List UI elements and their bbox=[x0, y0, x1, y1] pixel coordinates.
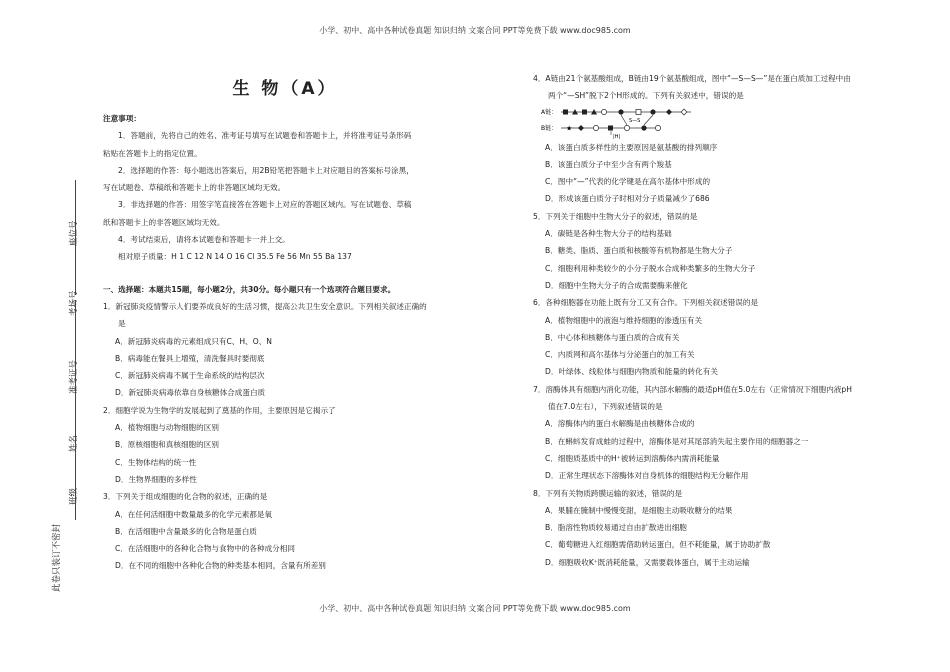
residue-circle bbox=[618, 109, 623, 114]
page-header: 小学、初中、高中各种试卷真题 知识归纳 文案合同 PPT等免费下载 www.doc985.com bbox=[319, 26, 631, 35]
class-label: 班级 bbox=[69, 487, 79, 505]
residue-circle bbox=[641, 125, 646, 130]
question-option: D．在不同的细胞中各种化合物的种类基本相同，含量有所差别 bbox=[115, 561, 326, 571]
residue-square bbox=[636, 109, 641, 114]
question-option: A．果脯在腌制中慢慢变甜，是细胞主动吸收糖分的结果 bbox=[545, 505, 733, 515]
peptide-chain-svg bbox=[541, 105, 711, 139]
question-option: B．糖类、脂质、蛋白质和核酸等有机物都是生物大分子 bbox=[545, 246, 733, 256]
question-option: C．在活细胞中的各种化合物与食物中的各种成分相同 bbox=[115, 544, 295, 554]
residue-square bbox=[582, 109, 587, 114]
left-column bbox=[103, 110, 471, 575]
question-option: D．细胞吸收K⁺既消耗能量，又需要载体蛋白，属于主动运输 bbox=[545, 557, 750, 567]
seat-number-label: 座位号 bbox=[69, 220, 79, 246]
question-option: A．在任何活细胞中数量最多的化学元素都是氧 bbox=[115, 509, 273, 519]
question-option: A．新冠肺炎病毒的元素组成只有C、H、O、N bbox=[115, 336, 272, 346]
residue-circle bbox=[655, 125, 660, 130]
question-stem: 5．下列关于细胞中生物大分子的叙述，错误的是 bbox=[533, 211, 698, 221]
question-option: B．在蝌蚪发育成蛙的过程中，溶酶体是对其尾部消失起主要作用的细胞器之一 bbox=[545, 436, 809, 446]
question-stem: 4．A链由21个氨基酸组成，B链由19个氨基酸组成，图中“—S—S—”是在蛋白质加工过程中由 bbox=[533, 74, 851, 83]
notice-line: 粘贴在答题卡上的指定位置。 bbox=[103, 148, 202, 158]
question-stem: 1．新冠肺炎疫情警示人们要养成良好的生活习惯，提高公共卫生安全意识。下列相关叙述正确的 bbox=[103, 301, 427, 311]
question-stem: 3．下列关于组成细胞的化合物的叙述，正确的是 bbox=[103, 492, 268, 502]
question-stem: 8．下列有关物质跨膜运输的叙述，错误的是 bbox=[533, 488, 683, 498]
question-stem: 两个“—SH”脱下2个H形成的。下列有关叙述中，错误的是 bbox=[548, 91, 744, 101]
question-stem: 2．细胞学说为生物学的发展起到了奠基的作用，主要原因是它揭示了 bbox=[103, 405, 336, 415]
a-chain-label: A链： bbox=[541, 108, 558, 116]
question-option: A．碳链是各种生物大分子的结构基础 bbox=[545, 229, 672, 239]
peptide-chain-diagram bbox=[533, 105, 913, 139]
question-option: C．内质网和高尔基体与分泌蛋白的加工有关 bbox=[545, 350, 695, 360]
question-stem: 6．各种细胞器在功能上既有分工又有合作。下列相关叙述错误的是 bbox=[533, 298, 759, 308]
residue-circle bbox=[624, 125, 629, 130]
question-option: C．细胞质基质中的H⁺被转运到溶酶体内需消耗能量 bbox=[545, 453, 720, 463]
question-option: A．该蛋白质多样性的主要原因是氨基酸的排列顺序 bbox=[545, 142, 718, 152]
question-option: B．该蛋白质分子中至少含有两个羧基 bbox=[545, 159, 672, 169]
disulfide-bond bbox=[621, 115, 627, 125]
question-option: D．正常生理状态下溶酶体对自身机体的细胞结构无分解作用 bbox=[545, 471, 749, 481]
residue-square bbox=[608, 125, 613, 130]
question-option: B．中心体和核糖体与蛋白质的合成有关 bbox=[545, 332, 680, 342]
notice-line: 1．答题前，先将自己的姓名、准考证号填写在试题卷和答题卡上，并将准考证号条形码 bbox=[118, 131, 412, 141]
residue-star: ★ bbox=[566, 124, 573, 133]
binding-line bbox=[75, 410, 76, 520]
ss-bond-label: S—S bbox=[629, 117, 641, 124]
residue-diamond bbox=[681, 109, 687, 115]
question-option: D．叶绿体、线粒体与细胞内物质和能量的转化有关 bbox=[545, 367, 718, 377]
residue-diamond bbox=[666, 109, 672, 115]
notice-line: 3．非选择题的作答：用签字笔直接答在答题卡上对应的答题区域内。写在试题卷、草稿 bbox=[118, 200, 412, 210]
notice-heading: 注意事项： bbox=[103, 114, 141, 123]
question-option: D．生物界细胞的多样性 bbox=[115, 474, 197, 484]
question-option: D．细胞中生物大分子的合成需要酶来催化 bbox=[545, 280, 688, 290]
question-option: B．在活细胞中含量最多的化合物是蛋白质 bbox=[115, 526, 257, 536]
question-option: D．形成该蛋白质分子时相对分子质量减少了686 bbox=[545, 194, 710, 204]
b-chain-label: B链： bbox=[541, 124, 558, 132]
h-label: |H| bbox=[613, 133, 621, 139]
notice-line: 纸和答题卡上的非答题区域均无效。 bbox=[103, 217, 225, 227]
question-option: A．植物细胞与动物细胞的区别 bbox=[115, 423, 219, 433]
residue-square bbox=[563, 109, 568, 114]
residue-circle bbox=[593, 125, 598, 130]
page-title: 生 物（A） bbox=[232, 79, 338, 99]
page-footer: 小学、初中、高中各种试卷真题 知识归纳 文案合同 PPT等免费下载 www.doc985.com bbox=[319, 604, 631, 613]
question-option: C．细胞利用种类较少的小分子脱水合成种类繁多的生物大分子 bbox=[545, 263, 756, 273]
binding-line bbox=[75, 180, 76, 295]
notice-line: 4．考试结束后，请将本试题卷和答题卡一并上交。 bbox=[118, 235, 290, 245]
question-option: C．图中“—”代表的化学键是在高尔基体中形成的 bbox=[545, 177, 711, 187]
question-option: A．植物细胞中的液泡与维持细胞的渗透压有关 bbox=[545, 315, 703, 325]
atomic-mass-line: 相对原子质量：H 1 C 12 N 14 O 16 Cl 35.5 Fe 56 Mn 55 Ba 137 bbox=[118, 252, 352, 262]
residue-circle bbox=[601, 109, 606, 114]
question-option: C．生物体结构的统一性 bbox=[115, 457, 197, 467]
seal-notice: 此卷只装订不密封 bbox=[52, 523, 62, 592]
question-stem: 值在7.0左右），下列叙述错误的是 bbox=[548, 402, 663, 412]
question-option: B．病毒能在餐具上增殖，清洗餐具时要彻底 bbox=[115, 353, 265, 363]
question-stem: 是 bbox=[118, 319, 126, 329]
notice-line: 写在试题卷、草稿纸和答题卡上的非答题区域均无效。 bbox=[103, 183, 286, 193]
question-option: B．原核细胞和真核细胞的区别 bbox=[115, 440, 219, 450]
disulfide-bond bbox=[644, 115, 653, 125]
question-option: B．脂溶性物质较易通过自由扩散进出细胞 bbox=[545, 523, 687, 533]
name-label: 姓名 bbox=[69, 434, 79, 452]
notice-line: 2．选择题的作答：每小题选出答案后，用2B铅笔把答题卡上对应题目的答案标号涂黑， bbox=[118, 165, 414, 175]
right-column bbox=[533, 70, 913, 571]
question-option: D．新冠肺炎病毒依靠自身核糖体合成蛋白质 bbox=[115, 388, 266, 398]
residue-circle bbox=[650, 109, 655, 114]
question-option: C．新冠肺炎病毒不属于生命系统的结构层次 bbox=[115, 371, 265, 381]
ticket-number-label: 准考证号 bbox=[69, 359, 79, 394]
residue-diamond bbox=[578, 125, 584, 131]
question-option: C．葡萄糖进入红细胞需借助转运蛋白，但不耗能量，属于协助扩散 bbox=[545, 540, 771, 550]
section-heading: 一、选择题：本题共15题，每小题2分，共30分。每小题只有一个选项符合题目要求。 bbox=[103, 284, 396, 294]
question-option: A．溶酶体内的蛋白水解酶是由核糖体合成的 bbox=[545, 419, 695, 429]
question-stem: 7．溶酶体具有细胞内消化功能，其内部水解酶的最适pH值在5.0左右（正常情况下细胞内液pH bbox=[533, 384, 852, 394]
exam-room-label: 考场号 bbox=[69, 290, 79, 316]
